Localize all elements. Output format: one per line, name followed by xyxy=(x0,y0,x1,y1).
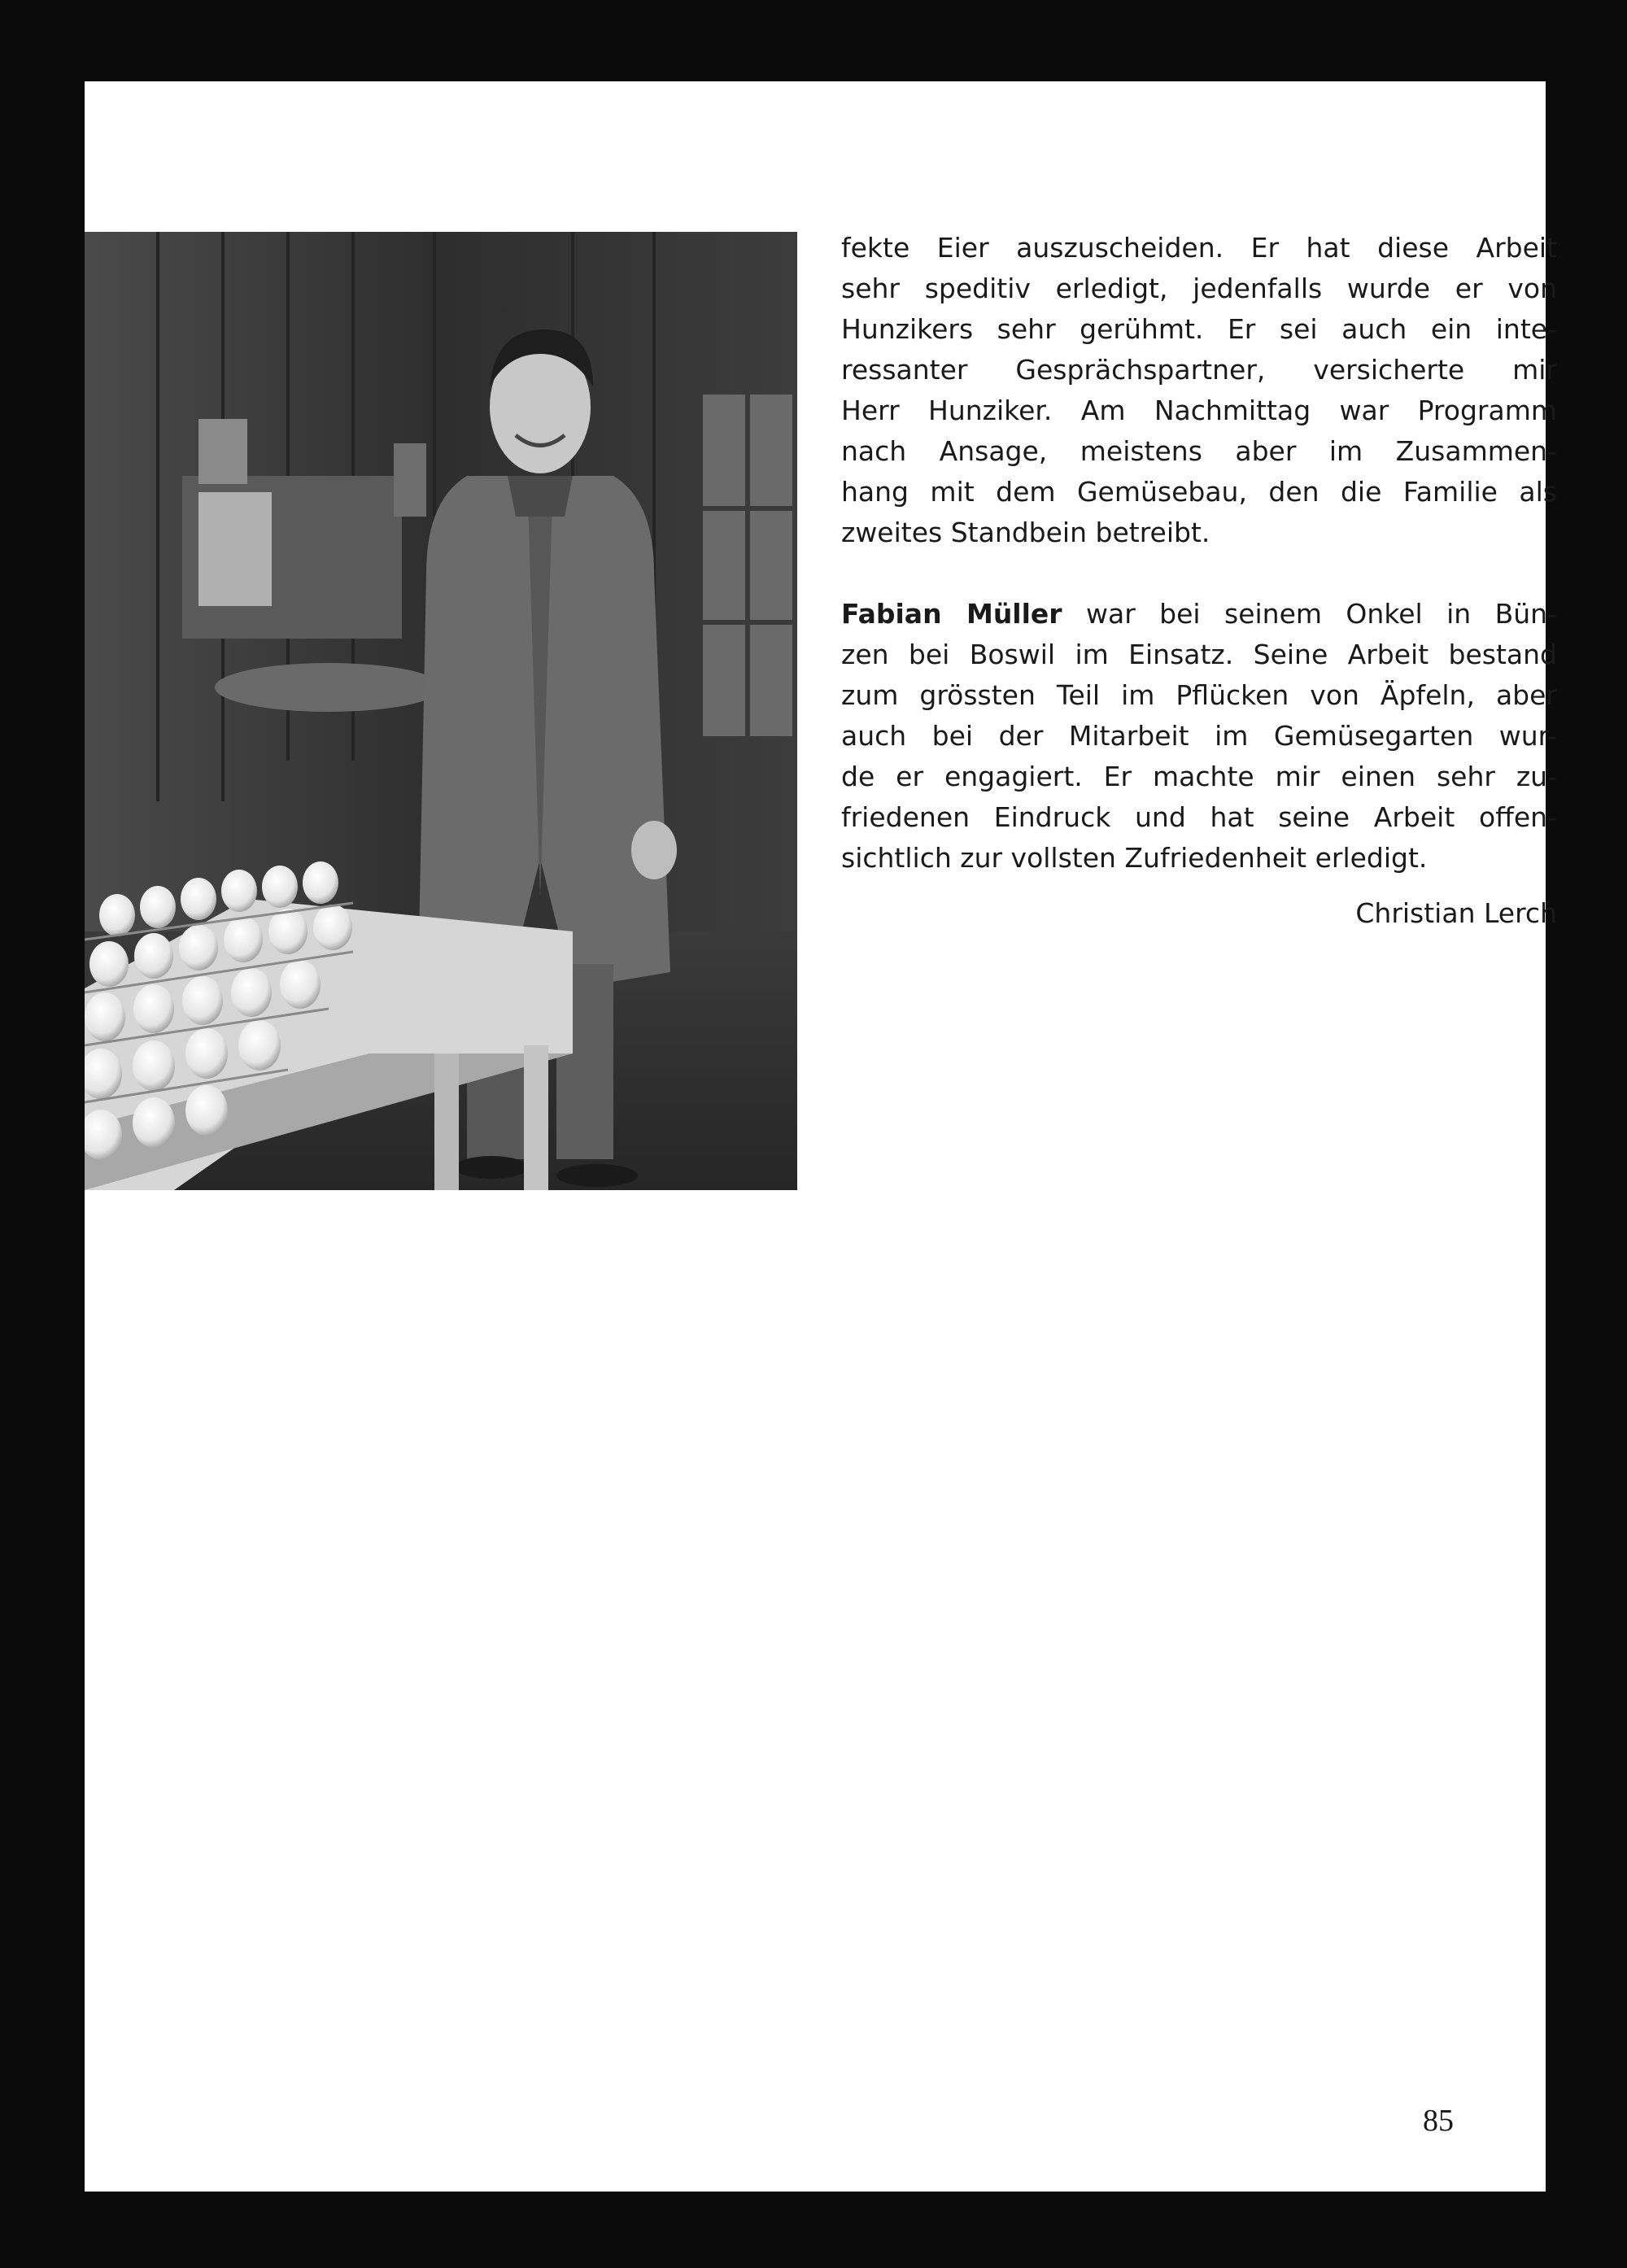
text-line: de er engagiert. Er machte mir einen sehr zu- xyxy=(841,761,1557,792)
photo-image xyxy=(85,232,797,1190)
text-line: ressanter Gesprächspartner, versicherte mir xyxy=(841,354,1557,386)
text-line: Hunzikers sehr gerühmt. Er sei auch ein inte- xyxy=(841,313,1557,345)
text-line: auch bei der Mitarbeit im Gemüsegarten wur- xyxy=(841,720,1557,752)
text-line: nach Ansage, meistens aber im Zusammen- xyxy=(841,435,1557,467)
text-line: sichtlich zur vollsten Zufriedenheit erledigt. xyxy=(841,842,1428,874)
text-line: zum grössten Teil im Pflücken von Äpfeln, aber xyxy=(841,679,1557,711)
text-line: zweites Standbein betreibt. xyxy=(841,517,1210,548)
page-number: 85 xyxy=(1423,2104,1454,2138)
author-signature: Christian Lerch xyxy=(1355,897,1557,929)
paragraph-gap xyxy=(841,553,1557,594)
person-name: Fabian Müller xyxy=(841,598,1062,630)
text-line-first xyxy=(841,594,1557,635)
text-line: sehr speditiv erledigt, jedenfalls wurde er von xyxy=(841,273,1557,304)
text-line: Herr Hunziker. Am Nachmittag war Programm xyxy=(841,395,1557,426)
article-text xyxy=(841,228,1557,934)
paragraph-2 xyxy=(841,594,1557,879)
text-line: hang mit dem Gemüsebau, den die Familie als xyxy=(841,476,1557,508)
text-line: zen bei Boswil im Einsatz. Seine Arbeit bestand xyxy=(841,639,1557,670)
first-line-rest: war bei seinem Onkel in Bün- xyxy=(1062,598,1557,630)
paragraph-1 xyxy=(841,228,1557,553)
text-line: fekte Eier auszuscheiden. Er hat diese Arbeit xyxy=(841,232,1557,264)
photo-man-with-egg-trays xyxy=(85,232,797,1190)
text-line: friedenen Eindruck und hat seine Arbeit offen- xyxy=(841,801,1557,833)
page xyxy=(85,81,1557,2192)
